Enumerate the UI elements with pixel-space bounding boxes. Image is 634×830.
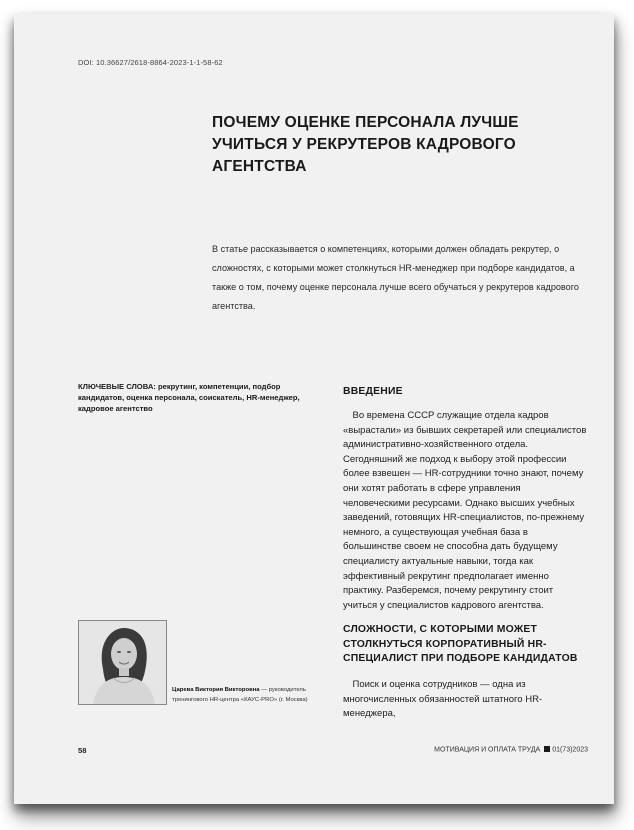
author-role: — руководитель тренингового HR-центра «КАУС-PRO» (г. Москва) [172, 687, 308, 703]
author-caption [172, 686, 322, 705]
keywords-block [78, 381, 318, 414]
square-bullet-icon [544, 746, 550, 752]
page-number: 58 [78, 746, 87, 755]
intro-heading: ВВЕДЕНИЕ [343, 386, 403, 397]
journal-footer [434, 746, 588, 754]
article-title: ПОЧЕМУ ОЦЕНКЕ ПЕРСОНАЛА ЛУЧШЕ УЧИТЬСЯ У РЕКРУТЕРОВ КАДРОВОГО АГЕНТСТВА [212, 114, 519, 175]
difficulties-paragraph [343, 678, 587, 722]
doi-line: DOI: 10.36627/2618-8864-2023-1-1-58-62 [78, 58, 223, 67]
journal-issue: 01(73)2023 [552, 746, 588, 754]
article-abstract: В статье рассказывается о компетенциях, которыми должен обладать рекрутер, о сложностях, с которыми может столкнуться HR-менеджер при подборе кандидатов, а также о том, почему оценке персонала лучше всего обучаться у рекрутеров кадрового агентства. [212, 244, 579, 311]
article-page [14, 14, 614, 804]
author-name: Царева Виктория Викторовна [172, 687, 260, 693]
intro-text: Во времена СССР служащие отдела кадров «вырастали» из бывших секретарей или специалистов административно-хозяйственного отдела. Сегодняшний же подход к выбору этой профессии более взвешен — HR-сотрудники точно знают, почему они хотят работать в сфере управления человеческими ресурсами. Однако высших учебных заведений, готовящих HR-специалистов, по-прежнему немного, а существующая учебная база в большинстве своем не способна дать будущему специалисту актуальные навыки, тогда как эффективный рекрутинг предполагает именно практику. Разберемся, почему рекрутингу стоит учиться у специалистов кадрового агентства. [343, 410, 587, 611]
keywords-label: КЛЮЧЕВЫЕ СЛОВА: [78, 382, 156, 391]
difficulties-heading: СЛОЖНОСТИ, С КОТОРЫМИ МОЖЕТ СТОЛКНУТЬСЯ КОРПОРАТИВНЫЙ HR-СПЕЦИАЛИСТ ПРИ ПОДБОРЕ КАНДИДАТОВ [343, 624, 578, 664]
intro-paragraph [343, 409, 587, 613]
author-photo [78, 620, 167, 705]
journal-name: МОТИВАЦИЯ И ОПЛАТА ТРУДА [434, 746, 541, 754]
keywords-text: рекрутинг, компетенции, подбор кандидатов, оценка персонала, соискатель, HR-менеджер, кадровое агентство [78, 382, 300, 413]
difficulties-text: Поиск и оценка сотрудников — одна из многочисленных обязанностей штатного HR-менеджера, [343, 679, 543, 720]
